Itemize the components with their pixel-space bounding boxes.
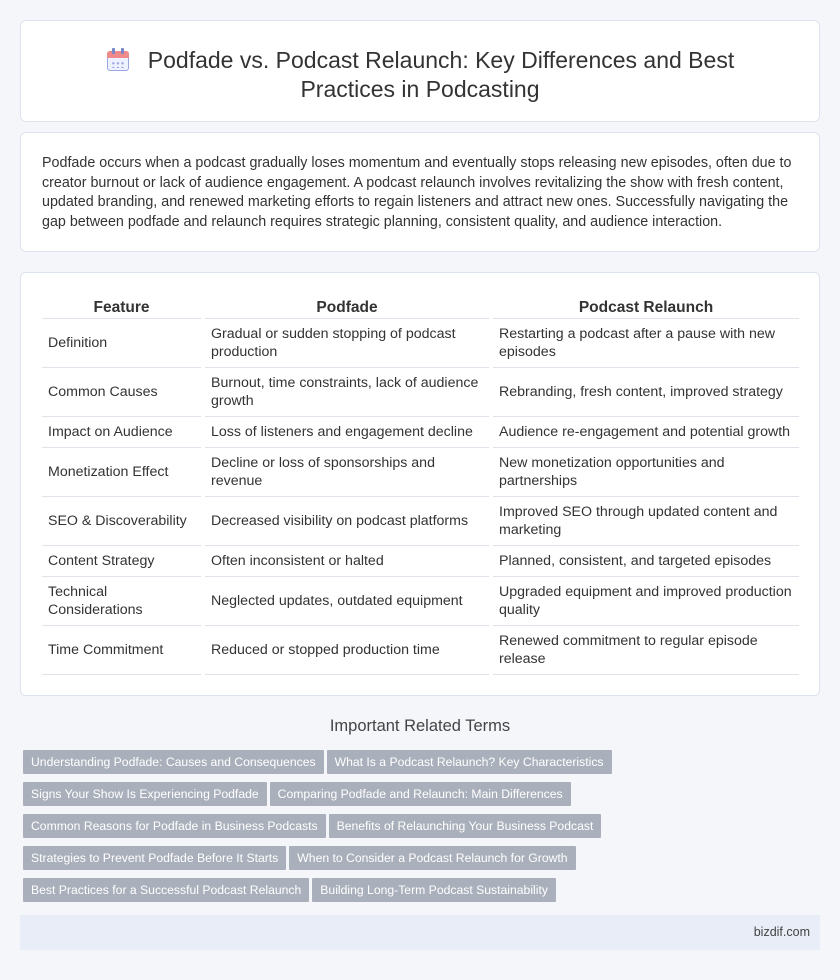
header-feature: Feature — [42, 297, 201, 319]
table-row — [42, 368, 799, 417]
cell-feature: Monetization Effect — [42, 448, 201, 497]
related-terms-list — [23, 750, 813, 910]
footer — [20, 915, 820, 950]
footer-site-name[interactable]: bizdif.com — [753, 925, 810, 939]
related-term-link[interactable]: What Is a Podcast Relaunch? Key Characteristics — [327, 750, 612, 774]
table-header-row — [42, 297, 799, 319]
cell-feature: Time Commitment — [42, 626, 201, 675]
cell-relaunch: Planned, consistent, and targeted episodes — [493, 546, 799, 577]
related-term-link[interactable]: Understanding Podfade: Causes and Consequences — [23, 750, 324, 774]
cell-podfade: Neglected updates, outdated equipment — [205, 577, 489, 626]
header-podfade: Podfade — [205, 297, 489, 319]
header-podcast-relaunch: Podcast Relaunch — [493, 297, 799, 319]
cell-podfade: Decline or loss of sponsorships and revenue — [205, 448, 489, 497]
cell-relaunch: Audience re-engagement and potential growth — [493, 417, 799, 448]
related-term-link[interactable]: Benefits of Relaunching Your Business Podcast — [329, 814, 602, 838]
related-term-link[interactable]: Building Long-Term Podcast Sustainability — [312, 878, 556, 902]
table-row — [42, 577, 799, 626]
cell-relaunch: Upgraded equipment and improved production quality — [493, 577, 799, 626]
cell-podfade: Often inconsistent or halted — [205, 546, 489, 577]
table-row — [42, 626, 799, 675]
cell-podfade: Gradual or sudden stopping of podcast production — [205, 319, 489, 368]
cell-relaunch: Improved SEO through updated content and marketing — [493, 497, 799, 546]
comparison-table — [42, 297, 799, 675]
related-term-link[interactable]: Best Practices for a Successful Podcast Relaunch — [23, 878, 309, 902]
page-title-line2: Practices in Podcasting — [300, 76, 540, 102]
table-row — [42, 546, 799, 577]
cell-relaunch: Rebranding, fresh content, improved strategy — [493, 368, 799, 417]
related-term-link[interactable]: Comparing Podfade and Relaunch: Main Differences — [270, 782, 571, 806]
cell-feature: Common Causes — [42, 368, 201, 417]
cell-podfade: Decreased visibility on podcast platforms — [205, 497, 489, 546]
page-title-line1: Podfade vs. Podcast Relaunch: Key Differences and Best — [147, 47, 735, 73]
title-card — [20, 20, 820, 122]
table-row — [42, 497, 799, 546]
page-title — [21, 46, 819, 104]
cell-relaunch: New monetization opportunities and partnerships — [493, 448, 799, 497]
intro-card — [20, 132, 820, 252]
cell-podfade: Burnout, time constraints, lack of audience growth — [205, 368, 489, 417]
cell-feature: Impact on Audience — [42, 417, 201, 448]
table-row — [42, 448, 799, 497]
related-term-link[interactable]: Common Reasons for Podfade in Business Podcasts — [23, 814, 326, 838]
cell-relaunch: Renewed commitment to regular episode release — [493, 626, 799, 675]
related-term-link[interactable]: Signs Your Show Is Experiencing Podfade — [23, 782, 267, 806]
cell-podfade: Loss of listeners and engagement decline — [205, 417, 489, 448]
cell-feature: Technical Considerations — [42, 577, 201, 626]
calendar-icon — [106, 48, 130, 72]
cell-feature: Definition — [42, 319, 201, 368]
cell-podfade: Reduced or stopped production time — [205, 626, 489, 675]
cell-feature: SEO & Discoverability — [42, 497, 201, 546]
comparison-table-card — [20, 272, 820, 696]
related-terms-title: Important Related Terms — [329, 717, 511, 735]
related-term-link[interactable]: When to Consider a Podcast Relaunch for Growth — [289, 846, 575, 870]
cell-relaunch: Restarting a podcast after a pause with new episodes — [493, 319, 799, 368]
related-term-link[interactable]: Strategies to Prevent Podfade Before It Starts — [23, 846, 286, 870]
table-row — [42, 319, 799, 368]
table-row — [42, 417, 799, 448]
intro-paragraph: Podfade occurs when a podcast gradually loses momentum and eventually stops releasing new episodes, often due to creator burnout or lack of audience engagement. A podcast relaunch involves revitalizing the show with fresh content, updated branding, and renewed marketing efforts to regain listeners and attract new ones. Successfully navigating the gap between podfade and relaunch requires strategic planning, consistent quality, and audience interaction. — [42, 155, 792, 230]
cell-feature: Content Strategy — [42, 546, 201, 577]
